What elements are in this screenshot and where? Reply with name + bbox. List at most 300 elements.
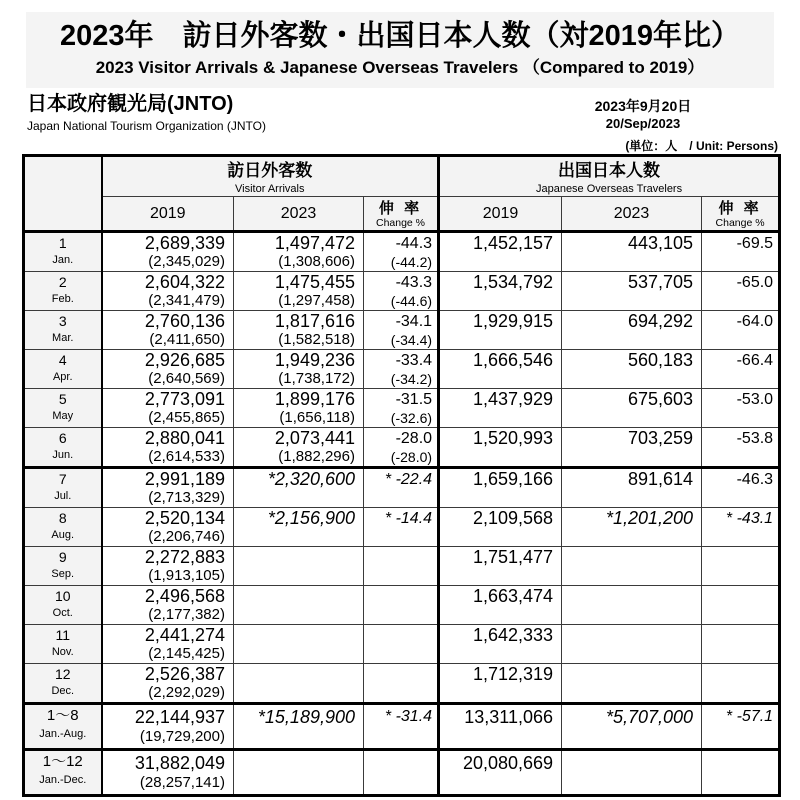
overseas-2023-cell bbox=[562, 750, 702, 796]
value-sub bbox=[702, 685, 778, 702]
value-sub bbox=[702, 490, 778, 507]
overseas-change-cell bbox=[702, 468, 780, 508]
organization-name-jp: 日本政府観光局(JNTO) bbox=[27, 93, 234, 115]
value-main bbox=[562, 586, 701, 607]
visitor-arrivals-group-header bbox=[102, 156, 439, 197]
value-main: 22,144,937 bbox=[134, 707, 225, 727]
value-main bbox=[702, 664, 778, 685]
value-main: 1,497,472 bbox=[274, 233, 355, 253]
release-date-block bbox=[563, 97, 723, 132]
value-sub bbox=[702, 293, 778, 310]
visitor-change-cell bbox=[364, 272, 439, 311]
month-abbr: Nov. bbox=[51, 646, 74, 658]
overseas-2019-cell bbox=[439, 350, 562, 389]
value-main: 703,259 bbox=[627, 428, 694, 448]
value-sub bbox=[562, 729, 701, 748]
value-sub: (2,614,533) bbox=[148, 448, 225, 465]
month-cell bbox=[24, 547, 102, 586]
overseas-change-cell bbox=[702, 547, 780, 586]
value-sub: (2,177,382) bbox=[148, 606, 225, 623]
value-sub bbox=[440, 254, 561, 271]
overseas-2019-cell bbox=[439, 468, 562, 508]
overseas-2023-header: 2023 bbox=[562, 197, 702, 232]
visitor-change-cell bbox=[364, 389, 439, 428]
value-sub: (2,145,425) bbox=[148, 645, 225, 662]
overseas-2023-cell bbox=[562, 311, 702, 350]
value-sub bbox=[702, 607, 778, 624]
visitor-change-cell bbox=[364, 664, 439, 704]
value-sub bbox=[562, 607, 701, 624]
value-main: 2,109,568 bbox=[472, 508, 554, 528]
overseas-change-cell bbox=[702, 508, 780, 547]
table-row bbox=[24, 272, 780, 311]
value-main: 13,311,066 bbox=[464, 707, 554, 727]
value-sub bbox=[562, 775, 701, 794]
month-column-header bbox=[24, 156, 102, 232]
value-main: * -43.1 bbox=[725, 510, 774, 527]
month-number: 1～8 bbox=[46, 707, 79, 724]
page-title-en: 2023 Visitor Arrivals & Japanese Overseas Travelers （Compared to 2019） bbox=[95, 58, 705, 77]
value-main: 1,520,993 bbox=[472, 428, 554, 448]
month-cell bbox=[24, 704, 102, 750]
value-sub bbox=[364, 729, 437, 748]
table-row bbox=[24, 232, 780, 272]
value-main bbox=[364, 547, 437, 568]
month-cell bbox=[24, 508, 102, 547]
value-main: 891,614 bbox=[627, 469, 694, 489]
value-main bbox=[702, 586, 778, 607]
value-sub bbox=[440, 410, 561, 427]
visitor-2019-cell bbox=[102, 311, 234, 350]
overseas-2019-cell bbox=[439, 547, 562, 586]
visitor-2019-cell bbox=[102, 664, 234, 704]
visitor-2019-cell bbox=[102, 750, 234, 796]
overseas-2023-cell bbox=[562, 468, 702, 508]
value-main: 2,441,274 bbox=[144, 625, 225, 645]
visitor-2019-cell bbox=[102, 547, 234, 586]
value-main: 2,272,883 bbox=[144, 547, 225, 567]
visitor-change-cell bbox=[364, 311, 439, 350]
overseas-2019-cell bbox=[439, 311, 562, 350]
visitor-change-cell bbox=[364, 750, 439, 796]
overseas-change-cell bbox=[702, 389, 780, 428]
month-number: 7 bbox=[58, 471, 67, 487]
value-main bbox=[234, 586, 363, 607]
value-main: 2,880,041 bbox=[144, 428, 225, 448]
month-abbr: Oct. bbox=[52, 607, 73, 619]
value-sub bbox=[440, 729, 561, 748]
visitor-2019-cell bbox=[102, 428, 234, 468]
table-header bbox=[24, 156, 780, 232]
value-sub bbox=[702, 410, 778, 427]
value-sub bbox=[234, 490, 363, 507]
organization-name-en: Japan National Tourism Organization (JNTO) bbox=[27, 119, 266, 133]
value-main: -65.0 bbox=[736, 274, 774, 291]
value-main: 1,659,166 bbox=[472, 469, 554, 489]
visitor-change-cell bbox=[364, 704, 439, 750]
value-main: 2,991,189 bbox=[144, 469, 225, 489]
overseas-change-cell bbox=[702, 232, 780, 272]
value-main: 2,604,322 bbox=[144, 272, 225, 292]
visitor-change-cell bbox=[364, 428, 439, 468]
value-main: 2,926,685 bbox=[144, 350, 225, 370]
value-sub bbox=[440, 490, 561, 507]
month-number: 1～12 bbox=[42, 753, 83, 770]
value-sub bbox=[364, 775, 437, 794]
table-row bbox=[24, 428, 780, 468]
value-main: -64.0 bbox=[736, 313, 774, 330]
value-sub bbox=[440, 371, 561, 388]
value-sub bbox=[234, 607, 363, 624]
value-main bbox=[364, 751, 437, 775]
statistics-table bbox=[22, 154, 781, 797]
month-number: 12 bbox=[54, 666, 71, 682]
value-sub: (1,882,296) bbox=[278, 448, 355, 465]
table-row bbox=[24, 664, 780, 704]
value-main: *2,320,600 bbox=[267, 469, 355, 489]
visitor-change-cell bbox=[364, 508, 439, 547]
visitor-2019-cell bbox=[102, 586, 234, 625]
overseas-2019-cell bbox=[439, 389, 562, 428]
value-sub: (2,713,329) bbox=[148, 489, 225, 506]
overseas-change-cell bbox=[702, 311, 780, 350]
month-abbr: Feb. bbox=[51, 293, 74, 305]
month-cell bbox=[24, 232, 102, 272]
value-sub bbox=[364, 685, 437, 702]
value-main bbox=[234, 547, 363, 568]
overseas-2019-cell bbox=[439, 428, 562, 468]
month-abbr: Mar. bbox=[52, 332, 74, 344]
visitor-arrivals-label-jp: 訪日外客数 bbox=[227, 161, 313, 180]
overseas-2023-cell bbox=[562, 547, 702, 586]
overseas-2023-cell bbox=[562, 272, 702, 311]
visitor-arrivals-label-en: Visitor Arrivals bbox=[235, 183, 305, 195]
overseas-2019-header: 2019 bbox=[439, 197, 562, 232]
month-abbr: Dec. bbox=[51, 685, 75, 697]
value-sub bbox=[234, 685, 363, 702]
month-cell bbox=[24, 350, 102, 389]
overseas-change-cell bbox=[702, 704, 780, 750]
value-sub bbox=[562, 529, 701, 546]
value-main: 1,899,176 bbox=[274, 389, 355, 409]
value-sub bbox=[562, 332, 701, 349]
value-main: 443,105 bbox=[627, 233, 694, 253]
overseas-2019-cell bbox=[439, 272, 562, 311]
value-main bbox=[702, 751, 778, 775]
value-sub bbox=[234, 729, 363, 748]
month-cell bbox=[24, 468, 102, 508]
value-sub bbox=[562, 490, 701, 507]
value-sub: (1,297,458) bbox=[278, 292, 355, 309]
value-main: 2,520,134 bbox=[144, 508, 225, 528]
month-number: 4 bbox=[58, 352, 67, 368]
value-sub bbox=[702, 529, 778, 546]
visitor-change-cell bbox=[364, 586, 439, 625]
value-main: -34.1 bbox=[395, 313, 433, 330]
table-row bbox=[24, 311, 780, 350]
release-date-jp: 2023年9月20日 bbox=[594, 98, 692, 114]
month-number: 3 bbox=[58, 313, 67, 329]
value-sub: (2,345,029) bbox=[148, 253, 225, 270]
overseas-change-cell bbox=[702, 586, 780, 625]
visitor-change-cell bbox=[364, 468, 439, 508]
value-sub bbox=[440, 332, 561, 349]
overseas-2023-cell bbox=[562, 508, 702, 547]
value-main: 2,496,568 bbox=[144, 586, 225, 606]
overseas-change-header: 伸 率 Change % bbox=[702, 197, 780, 232]
visitor-2023-cell bbox=[234, 625, 364, 664]
value-main: -43.3 bbox=[395, 274, 433, 291]
value-main: 1,949,236 bbox=[274, 350, 355, 370]
value-main bbox=[364, 664, 437, 685]
visitor-2023-cell bbox=[234, 389, 364, 428]
value-sub bbox=[234, 529, 363, 546]
table-row bbox=[24, 547, 780, 586]
month-cell bbox=[24, 389, 102, 428]
month-number: 10 bbox=[54, 588, 71, 604]
value-main: 2,073,441 bbox=[274, 428, 355, 448]
overseas-change-cell bbox=[702, 750, 780, 796]
value-sub: (-32.6) bbox=[390, 410, 433, 426]
value-sub: (2,206,746) bbox=[148, 528, 225, 545]
visitor-2023-header: 2023 bbox=[234, 197, 364, 232]
visitor-2019-header: 2019 bbox=[102, 197, 234, 232]
value-main: *1,201,200 bbox=[605, 508, 694, 528]
overseas-2019-cell bbox=[439, 750, 562, 796]
overseas-2023-cell bbox=[562, 232, 702, 272]
visitor-change-cell bbox=[364, 232, 439, 272]
month-cell bbox=[24, 428, 102, 468]
value-main: *5,707,000 bbox=[605, 707, 694, 727]
overseas-2023-cell bbox=[562, 625, 702, 664]
visitor-change-cell bbox=[364, 625, 439, 664]
value-sub bbox=[440, 293, 561, 310]
visitor-2019-cell bbox=[102, 232, 234, 272]
overseas-change-cell bbox=[702, 428, 780, 468]
visitor-2023-cell bbox=[234, 664, 364, 704]
visitor-2023-cell bbox=[234, 272, 364, 311]
table-row bbox=[24, 389, 780, 428]
overseas-2019-cell bbox=[439, 586, 562, 625]
table-row bbox=[24, 350, 780, 389]
value-main: 675,603 bbox=[627, 389, 694, 409]
month-cell bbox=[24, 586, 102, 625]
overseas-2019-cell bbox=[439, 704, 562, 750]
value-sub bbox=[364, 490, 437, 507]
value-sub bbox=[440, 775, 561, 794]
value-sub: (-28.0) bbox=[390, 449, 433, 465]
value-main: * -22.4 bbox=[384, 471, 433, 488]
value-main bbox=[364, 586, 437, 607]
value-sub bbox=[702, 371, 778, 388]
overseas-change-cell bbox=[702, 272, 780, 311]
value-main: -44.3 bbox=[395, 235, 433, 252]
overseas-2019-cell bbox=[439, 664, 562, 704]
visitor-change-header: 伸 率 Change % bbox=[364, 197, 439, 232]
visitor-2023-cell bbox=[234, 428, 364, 468]
value-sub bbox=[562, 371, 701, 388]
value-main bbox=[562, 625, 701, 646]
value-main: 1,437,929 bbox=[472, 389, 554, 409]
value-main: 1,929,915 bbox=[472, 311, 554, 331]
value-sub bbox=[702, 729, 778, 748]
overseas-change-cell bbox=[702, 664, 780, 704]
value-sub bbox=[364, 568, 437, 585]
unit-note: (単位：人 / Unit: Persons) bbox=[625, 139, 778, 153]
value-main: -69.5 bbox=[736, 235, 774, 252]
value-main: 1,663,474 bbox=[472, 586, 554, 606]
value-main: -53.8 bbox=[736, 430, 774, 447]
value-sub: (28,257,141) bbox=[139, 774, 225, 791]
value-main bbox=[562, 751, 701, 775]
visitor-2019-cell bbox=[102, 468, 234, 508]
value-sub bbox=[562, 449, 701, 466]
month-abbr: Jun. bbox=[52, 449, 74, 461]
visitor-2023-cell bbox=[234, 508, 364, 547]
table-body bbox=[24, 232, 780, 796]
overseas-change-cell bbox=[702, 350, 780, 389]
value-sub: (-44.2) bbox=[390, 254, 433, 270]
visitor-2019-cell bbox=[102, 704, 234, 750]
value-sub: (1,656,118) bbox=[279, 409, 355, 426]
title-block bbox=[26, 12, 774, 88]
value-sub: (2,292,029) bbox=[148, 684, 225, 701]
value-main: -53.0 bbox=[736, 391, 774, 408]
overseas-travelers-label-en: Japanese Overseas Travelers bbox=[535, 183, 683, 195]
value-sub: (2,640,569) bbox=[148, 370, 225, 387]
value-main bbox=[562, 664, 701, 685]
visitor-2023-cell bbox=[234, 547, 364, 586]
overseas-2019-cell bbox=[439, 232, 562, 272]
value-main: 1,642,333 bbox=[472, 625, 554, 645]
month-number: 6 bbox=[58, 430, 67, 446]
overseas-2019-cell bbox=[439, 508, 562, 547]
overseas-2023-cell bbox=[562, 389, 702, 428]
value-main: 1,751,477 bbox=[472, 547, 554, 567]
table-row bbox=[24, 468, 780, 508]
visitor-2019-cell bbox=[102, 508, 234, 547]
value-main bbox=[702, 625, 778, 646]
value-sub bbox=[562, 646, 701, 663]
value-main: 2,773,091 bbox=[144, 389, 225, 409]
visitor-2023-cell bbox=[234, 586, 364, 625]
visitor-2023-cell bbox=[234, 232, 364, 272]
value-sub: (-44.6) bbox=[390, 293, 433, 309]
value-main bbox=[364, 625, 437, 646]
month-cell bbox=[24, 311, 102, 350]
visitor-2023-cell bbox=[234, 350, 364, 389]
value-main: 1,712,319 bbox=[472, 664, 554, 684]
table-row bbox=[24, 704, 780, 750]
value-main bbox=[234, 751, 363, 775]
visitor-2023-cell bbox=[234, 704, 364, 750]
value-main: 694,292 bbox=[627, 311, 694, 331]
value-main: 1,452,157 bbox=[472, 233, 554, 253]
visitor-2023-cell bbox=[234, 468, 364, 508]
value-main: 2,526,387 bbox=[144, 664, 225, 684]
month-cell bbox=[24, 750, 102, 796]
month-abbr: Jan. bbox=[52, 254, 74, 266]
value-main: -33.4 bbox=[395, 352, 433, 369]
value-sub: (1,913,105) bbox=[148, 567, 225, 584]
month-number: 2 bbox=[58, 274, 67, 290]
value-sub: (1,582,518) bbox=[278, 331, 355, 348]
value-sub bbox=[440, 568, 561, 585]
value-main: *15,189,900 bbox=[257, 707, 355, 727]
value-sub bbox=[702, 775, 778, 794]
value-main bbox=[234, 625, 363, 646]
value-sub bbox=[364, 646, 437, 663]
value-main: -46.3 bbox=[736, 471, 774, 488]
value-sub: (2,411,650) bbox=[149, 331, 225, 348]
table-row bbox=[24, 625, 780, 664]
value-sub: (19,729,200) bbox=[139, 728, 225, 745]
month-abbr: Jan.-Aug. bbox=[39, 728, 87, 740]
value-main: -66.4 bbox=[736, 352, 774, 369]
overseas-travelers-label-jp: 出国日本人数 bbox=[558, 161, 661, 180]
month-number: 11 bbox=[55, 627, 71, 643]
value-main: 1,666,546 bbox=[472, 350, 554, 370]
value-sub bbox=[702, 254, 778, 271]
visitor-2019-cell bbox=[102, 625, 234, 664]
value-sub bbox=[702, 332, 778, 349]
month-abbr: Apr. bbox=[52, 371, 73, 383]
value-main: -31.5 bbox=[395, 391, 433, 408]
value-main: 31,882,049 bbox=[134, 753, 225, 773]
value-main: 1,817,616 bbox=[274, 311, 355, 331]
value-sub: (-34.2) bbox=[390, 371, 433, 387]
table-row bbox=[24, 508, 780, 547]
month-abbr: Sep. bbox=[51, 568, 75, 580]
month-abbr: May bbox=[52, 410, 74, 422]
month-abbr: Jul. bbox=[54, 490, 72, 502]
value-sub bbox=[364, 529, 437, 546]
value-sub bbox=[562, 685, 701, 702]
value-main: * -31.4 bbox=[384, 708, 433, 725]
overseas-2023-cell bbox=[562, 664, 702, 704]
overseas-change-cell bbox=[702, 625, 780, 664]
visitor-2019-cell bbox=[102, 389, 234, 428]
value-sub bbox=[562, 568, 701, 585]
visitor-2019-cell bbox=[102, 272, 234, 311]
value-main: 1,534,792 bbox=[472, 272, 554, 292]
overseas-2019-cell bbox=[439, 625, 562, 664]
month-number: 8 bbox=[58, 510, 67, 526]
visitor-change-cell bbox=[364, 547, 439, 586]
value-sub bbox=[440, 529, 561, 546]
value-sub: (2,455,865) bbox=[148, 409, 225, 426]
value-sub bbox=[440, 607, 561, 624]
month-number: 1 bbox=[58, 235, 67, 251]
value-main bbox=[562, 547, 701, 568]
value-sub: (1,738,172) bbox=[278, 370, 355, 387]
value-main: *2,156,900 bbox=[267, 508, 355, 528]
overseas-2023-cell bbox=[562, 704, 702, 750]
value-main: 560,183 bbox=[627, 350, 694, 370]
overseas-travelers-group-header bbox=[439, 156, 780, 197]
month-cell bbox=[24, 625, 102, 664]
month-abbr: Aug. bbox=[51, 529, 75, 541]
overseas-2023-cell bbox=[562, 350, 702, 389]
value-sub bbox=[234, 568, 363, 585]
value-sub bbox=[562, 293, 701, 310]
value-sub bbox=[702, 449, 778, 466]
value-sub bbox=[234, 775, 363, 794]
month-number: 5 bbox=[58, 391, 67, 407]
value-sub bbox=[234, 646, 363, 663]
month-cell bbox=[24, 272, 102, 311]
value-main: * -14.4 bbox=[384, 510, 433, 527]
